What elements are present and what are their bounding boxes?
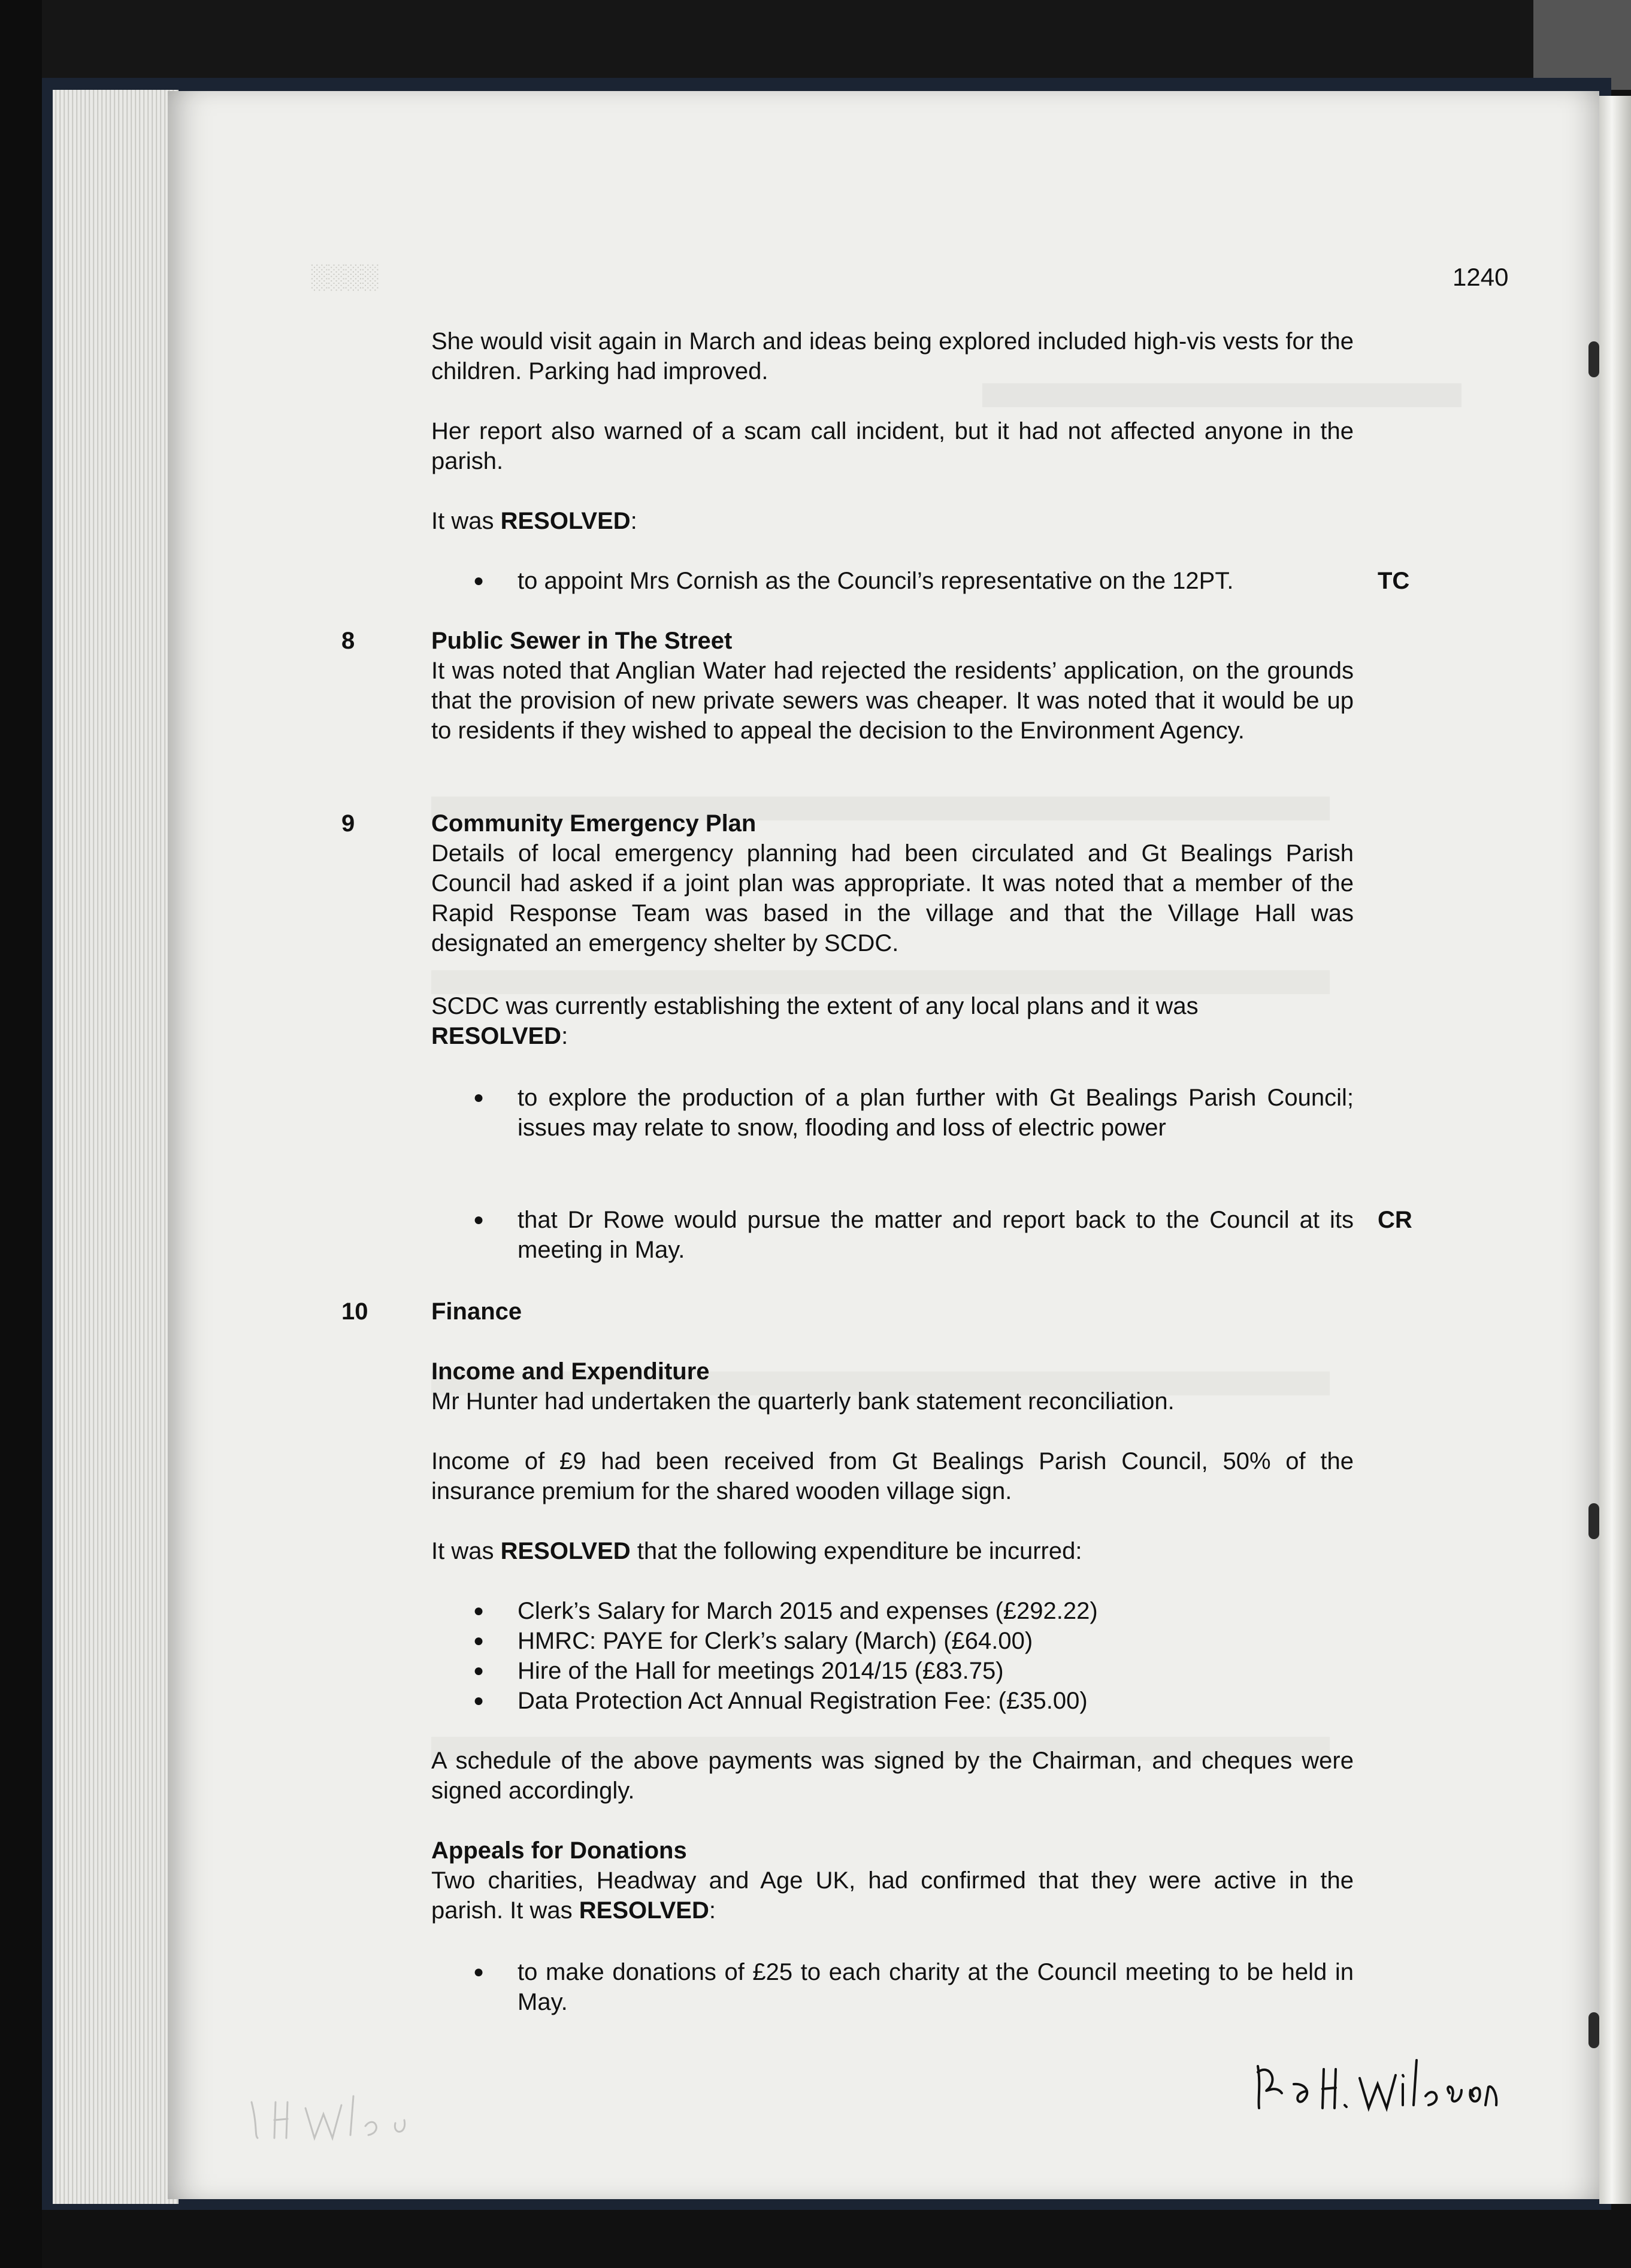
donations-section	[431, 1836, 1354, 1925]
bullet-icon	[473, 1656, 485, 1688]
resolved-word: RESOLVED	[579, 1897, 709, 1924]
finance-resolved	[431, 1536, 1354, 1566]
resolved-word: RESOLVED	[500, 1538, 631, 1564]
bleed-through-signature	[240, 2078, 479, 2144]
intro-resolved	[431, 506, 1354, 536]
resolved-tail: :	[630, 508, 637, 534]
income-expenditure-section	[431, 1356, 1354, 1416]
item-number: 8	[341, 628, 355, 654]
item9-resolved	[431, 991, 1354, 1051]
item9-bullet-1: to explore the production of a plan further with Gt Bealings Parish Council; issues may relate to snow, flooding and loss of electric power	[518, 1085, 1354, 1141]
bullet-icon	[473, 1596, 485, 1628]
item-heading: Public Sewer in The Street	[431, 628, 733, 654]
item-heading: Community Emergency Plan	[431, 810, 757, 837]
bullet-icon	[473, 1686, 485, 1718]
action-initials: TC	[1378, 568, 1410, 594]
resolved-lead: Two charities, Headway and Age UK, had confirmed that they were active in the parish. It was	[431, 1867, 1354, 1924]
item-number: 9	[341, 810, 355, 837]
expense-item: HMRC: PAYE for Clerk’s salary (March) (£64.00)	[518, 1628, 1033, 1654]
intro-bullet: to appoint Mrs Cornish as the Council’s representative on the 12PT.	[518, 568, 1234, 594]
finance-paragraph-2: Income of £9 had been received from Gt Bealings Parish Council, 50% of the insurance premium for the shared wooden village sign.	[431, 1448, 1354, 1504]
bullet-icon	[473, 566, 485, 598]
bullet-icon	[473, 1957, 485, 1990]
item-number: 10	[341, 1298, 368, 1325]
subheading: Income and Expenditure	[431, 1358, 710, 1385]
resolved-lead: SCDC was currently establishing the extent of any local plans and it was	[431, 993, 1199, 1019]
bullet-icon	[473, 1626, 485, 1658]
intro-paragraph-1: She would visit again in March and ideas being explored included high-vis vests for the children. Parking had improved.	[431, 328, 1354, 384]
resolved-word: RESOLVED	[431, 1023, 562, 1049]
bullet-icon	[473, 1205, 485, 1237]
intro-paragraph-2: Her report also warned of a scam call incident, but it had not affected anyone in the parish.	[431, 418, 1354, 474]
action-initials: CR	[1378, 1207, 1412, 1233]
expense-item: Clerk’s Salary for March 2015 and expenses (£292.22)	[518, 1598, 1098, 1624]
finance-paragraph-4: A schedule of the above payments was signed by the Chairman, and cheques were signed accordingly.	[431, 1748, 1354, 1804]
page-number: 1240	[1453, 263, 1509, 291]
item-text: It was noted that Anglian Water had rejected the residents’ application, on the grounds that the provision of new private sewers was cheaper. It was noted that it would be up to residents if they wished to appeal the decision to the Environment Agency.	[431, 658, 1354, 744]
expense-item: Data Protection Act Annual Registration Fee: (£35.00)	[518, 1688, 1088, 1714]
resolved-lead: It was	[431, 1538, 501, 1564]
item-heading: Finance	[431, 1298, 522, 1325]
item8-section	[431, 626, 1354, 746]
resolved-lead: It was	[431, 508, 501, 534]
expense-item: Hire of the Hall for meetings 2014/15 (£83.75)	[518, 1658, 1004, 1684]
item9-section	[431, 809, 1354, 958]
item-text: Details of local emergency planning had been circulated and Gt Bealings Parish Council had asked if a joint plan was appropriate. It was noted that a member of the Rapid Response Team was based in the village and that the Village Hall was designated an emergency shelter by SCDC.	[431, 840, 1354, 956]
resolved-tail: :	[709, 1897, 716, 1924]
resolved-word: RESOLVED	[500, 508, 631, 534]
subheading: Appeals for Donations	[431, 1837, 687, 1864]
resolved-tail: :	[561, 1023, 568, 1049]
donation-bullet: to make donations of £25 to each charity at the Council meeting to be held in May.	[518, 1959, 1354, 2015]
item10-heading	[431, 1297, 1354, 1327]
item9-bullet-2: that Dr Rowe would pursue the matter and report back to the Council at its meeting in May.	[518, 1207, 1354, 1263]
bleed-through-text: ░░░░	[311, 264, 380, 290]
finance-paragraph-1: Mr Hunter had undertaken the quarterly bank statement reconciliation.	[431, 1388, 1175, 1415]
resolved-tail: that the following expenditure be incurred:	[630, 1538, 1082, 1564]
bullet-icon	[473, 1083, 485, 1115]
chairman-signature	[1246, 2048, 1503, 2114]
